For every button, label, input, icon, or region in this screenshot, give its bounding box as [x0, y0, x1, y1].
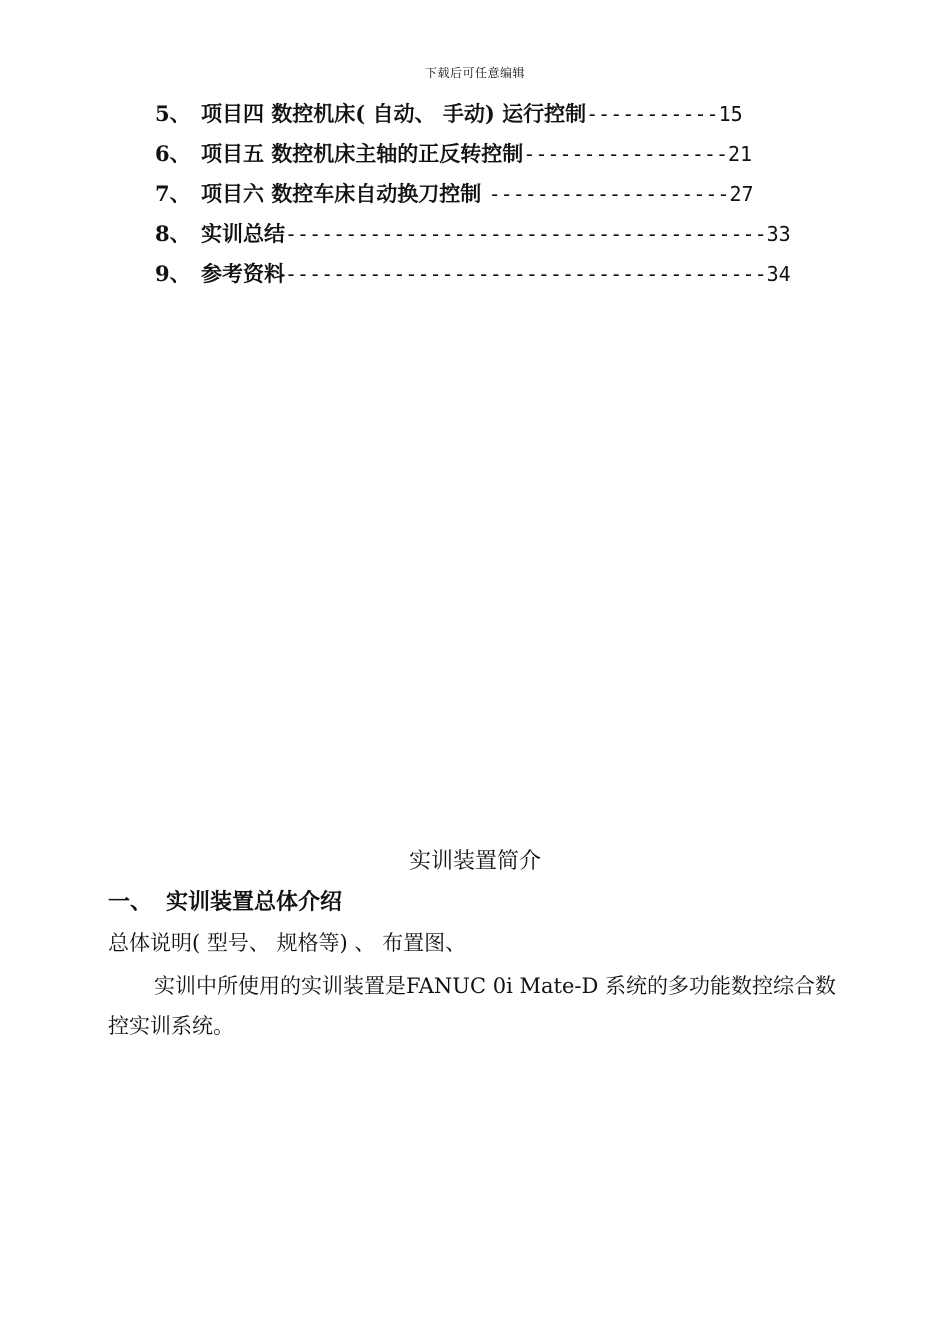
toc-item-leader: -----------	[586, 102, 719, 126]
header-note: 下载后可任意编辑	[424, 66, 525, 80]
toc-item-title: 项目六 数控车床自动换刀控制	[201, 181, 489, 206]
toc-item	[155, 259, 855, 299]
toc-item-title: 项目五 数控机床主轴的正反转控制	[201, 141, 524, 166]
toc-item-number: 5、	[155, 101, 191, 126]
toc-item-page: 15	[718, 102, 743, 126]
toc-item	[155, 219, 855, 259]
toc-item-page: 33	[766, 222, 791, 246]
overview-line: 总体说明( 型号、 规格等) 、 布置图、	[108, 931, 467, 955]
toc-item-page: 34	[766, 262, 791, 286]
toc-item-number: 6、	[155, 141, 191, 166]
toc-item-title: 实训总结	[201, 221, 285, 246]
section-heading-number: 一、	[108, 889, 153, 915]
toc-item-title: 参考资料	[201, 261, 285, 286]
toc-item-leader: -----------------	[523, 142, 729, 166]
toc-item-page: 27	[729, 182, 754, 206]
toc-item-leader: ----------------------------------------	[285, 222, 767, 246]
toc-item-leader: --------------------	[488, 182, 730, 206]
section-title: 实训装置简介	[408, 849, 541, 874]
toc-item-number: 8、	[155, 221, 191, 246]
body-paragraph-text: 实训中所使用的实训装置是FANUC 0i Mate-D 系统的多功能数控综合数控实训系统。	[108, 974, 836, 1038]
toc-item-leader: ----------------------------------------	[285, 262, 767, 286]
toc-item	[155, 179, 855, 219]
toc-item-number: 7、	[155, 181, 191, 206]
toc-item	[155, 99, 855, 139]
toc-item	[155, 139, 855, 179]
table-of-contents	[155, 99, 855, 299]
toc-item-title: 项目四 数控机床( 自动、 手动) 运行控制	[201, 101, 587, 126]
section-heading-text: 实训装置总体介绍	[166, 889, 343, 915]
toc-item-page: 21	[728, 142, 753, 166]
body-paragraph	[108, 966, 848, 1046]
section-heading	[108, 886, 342, 918]
toc-item-number: 9、	[155, 261, 191, 286]
